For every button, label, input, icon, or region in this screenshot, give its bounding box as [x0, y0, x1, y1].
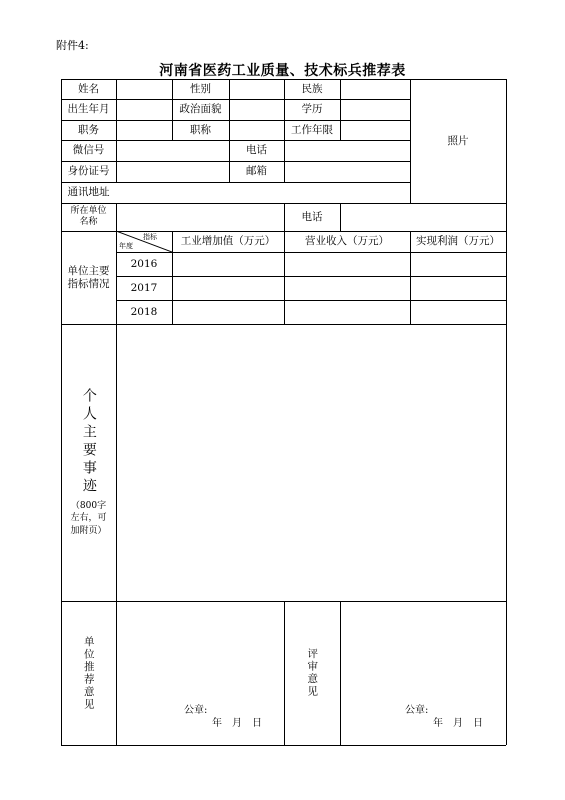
position-label: 职务 — [78, 123, 99, 136]
deeds-field[interactable] — [116, 324, 506, 601]
political-field[interactable] — [229, 99, 284, 120]
work-years-field[interactable] — [340, 120, 410, 140]
employer-field[interactable] — [116, 203, 284, 231]
gender-field[interactable] — [229, 79, 284, 99]
unit-recommend-label-cell — [61, 601, 116, 745]
address-field[interactable] — [116, 182, 410, 203]
indicator-value-cell[interactable] — [410, 252, 506, 276]
employer-phone-label: 电话 — [301, 210, 323, 223]
indicator-column-header: 实现利润（万元） — [416, 235, 500, 248]
title-label: 职称 — [190, 123, 211, 136]
indicator-value-cell[interactable] — [172, 252, 284, 276]
wechat-label: 微信号 — [72, 144, 105, 157]
review-label-cell — [284, 601, 340, 745]
phone-field[interactable] — [284, 140, 410, 161]
indicator-value-cell[interactable] — [284, 276, 410, 300]
indicator-value-cell[interactable] — [410, 276, 506, 300]
id-number-field[interactable] — [116, 161, 229, 182]
diagonal-header-bottom: 年度 — [119, 242, 133, 250]
year-label: 2018 — [130, 305, 158, 318]
birth-label: 出生年月 — [67, 103, 110, 116]
deeds-label-cell — [61, 324, 116, 601]
table-border-right — [506, 79, 507, 745]
education-label: 学历 — [301, 103, 323, 116]
diagonal-header-top: 指标 — [143, 233, 157, 241]
gender-label: 性别 — [190, 82, 211, 95]
deeds-note: （800字左右，可加附页） — [70, 501, 107, 536]
table-border-bottom — [61, 745, 506, 746]
employer-label: 所在单位名称 — [70, 206, 107, 227]
unit-recommend-label: 单位推荐意见 — [82, 635, 95, 711]
year-label: 2016 — [130, 257, 158, 270]
indicator-value-cell[interactable] — [284, 252, 410, 276]
position-field[interactable] — [116, 120, 172, 140]
employer-phone-field[interactable] — [340, 203, 506, 231]
work-years-label: 工作年限 — [291, 123, 333, 136]
indicators-section-label: 单位主要指标情况 — [67, 264, 110, 290]
email-label: 邮箱 — [246, 165, 267, 178]
attachment-label: 附件4: — [56, 39, 89, 52]
id-number-label: 身份证号 — [67, 165, 110, 178]
political-label: 政治面貌 — [179, 103, 222, 116]
indicator-value-cell[interactable] — [172, 300, 284, 324]
review-seal-label: 公章: — [405, 705, 429, 716]
ethnicity-field[interactable] — [340, 79, 410, 99]
unit-date-label: 年 月 日 — [212, 718, 262, 729]
indicator-value-cell[interactable] — [284, 300, 410, 324]
year-label: 2017 — [130, 281, 158, 294]
address-label: 通讯地址 — [67, 186, 110, 199]
birth-field[interactable] — [116, 99, 172, 120]
review-label: 评审意见 — [306, 648, 319, 698]
indicator-column-header: 营业收入（万元） — [305, 235, 389, 248]
phone-label: 电话 — [246, 144, 267, 157]
education-field[interactable] — [340, 99, 410, 120]
name-field[interactable] — [116, 79, 172, 99]
deeds-label: 个人主要事迹 — [80, 388, 97, 497]
title-field[interactable] — [229, 120, 284, 140]
ethnicity-label: 民族 — [301, 82, 323, 95]
form-title: 河南省医药工业质量、技术标兵推荐表 — [159, 63, 406, 79]
review-date-label: 年 月 日 — [433, 718, 483, 729]
photo-box[interactable]: 照片 — [447, 134, 469, 147]
unit-seal-label: 公章: — [184, 705, 208, 716]
wechat-field[interactable] — [116, 140, 229, 161]
name-label: 姓名 — [78, 82, 99, 95]
indicator-value-cell[interactable] — [410, 300, 506, 324]
indicator-value-cell[interactable] — [172, 276, 284, 300]
email-field[interactable] — [284, 161, 410, 182]
indicator-column-header: 工业增加值（万元） — [180, 235, 276, 248]
